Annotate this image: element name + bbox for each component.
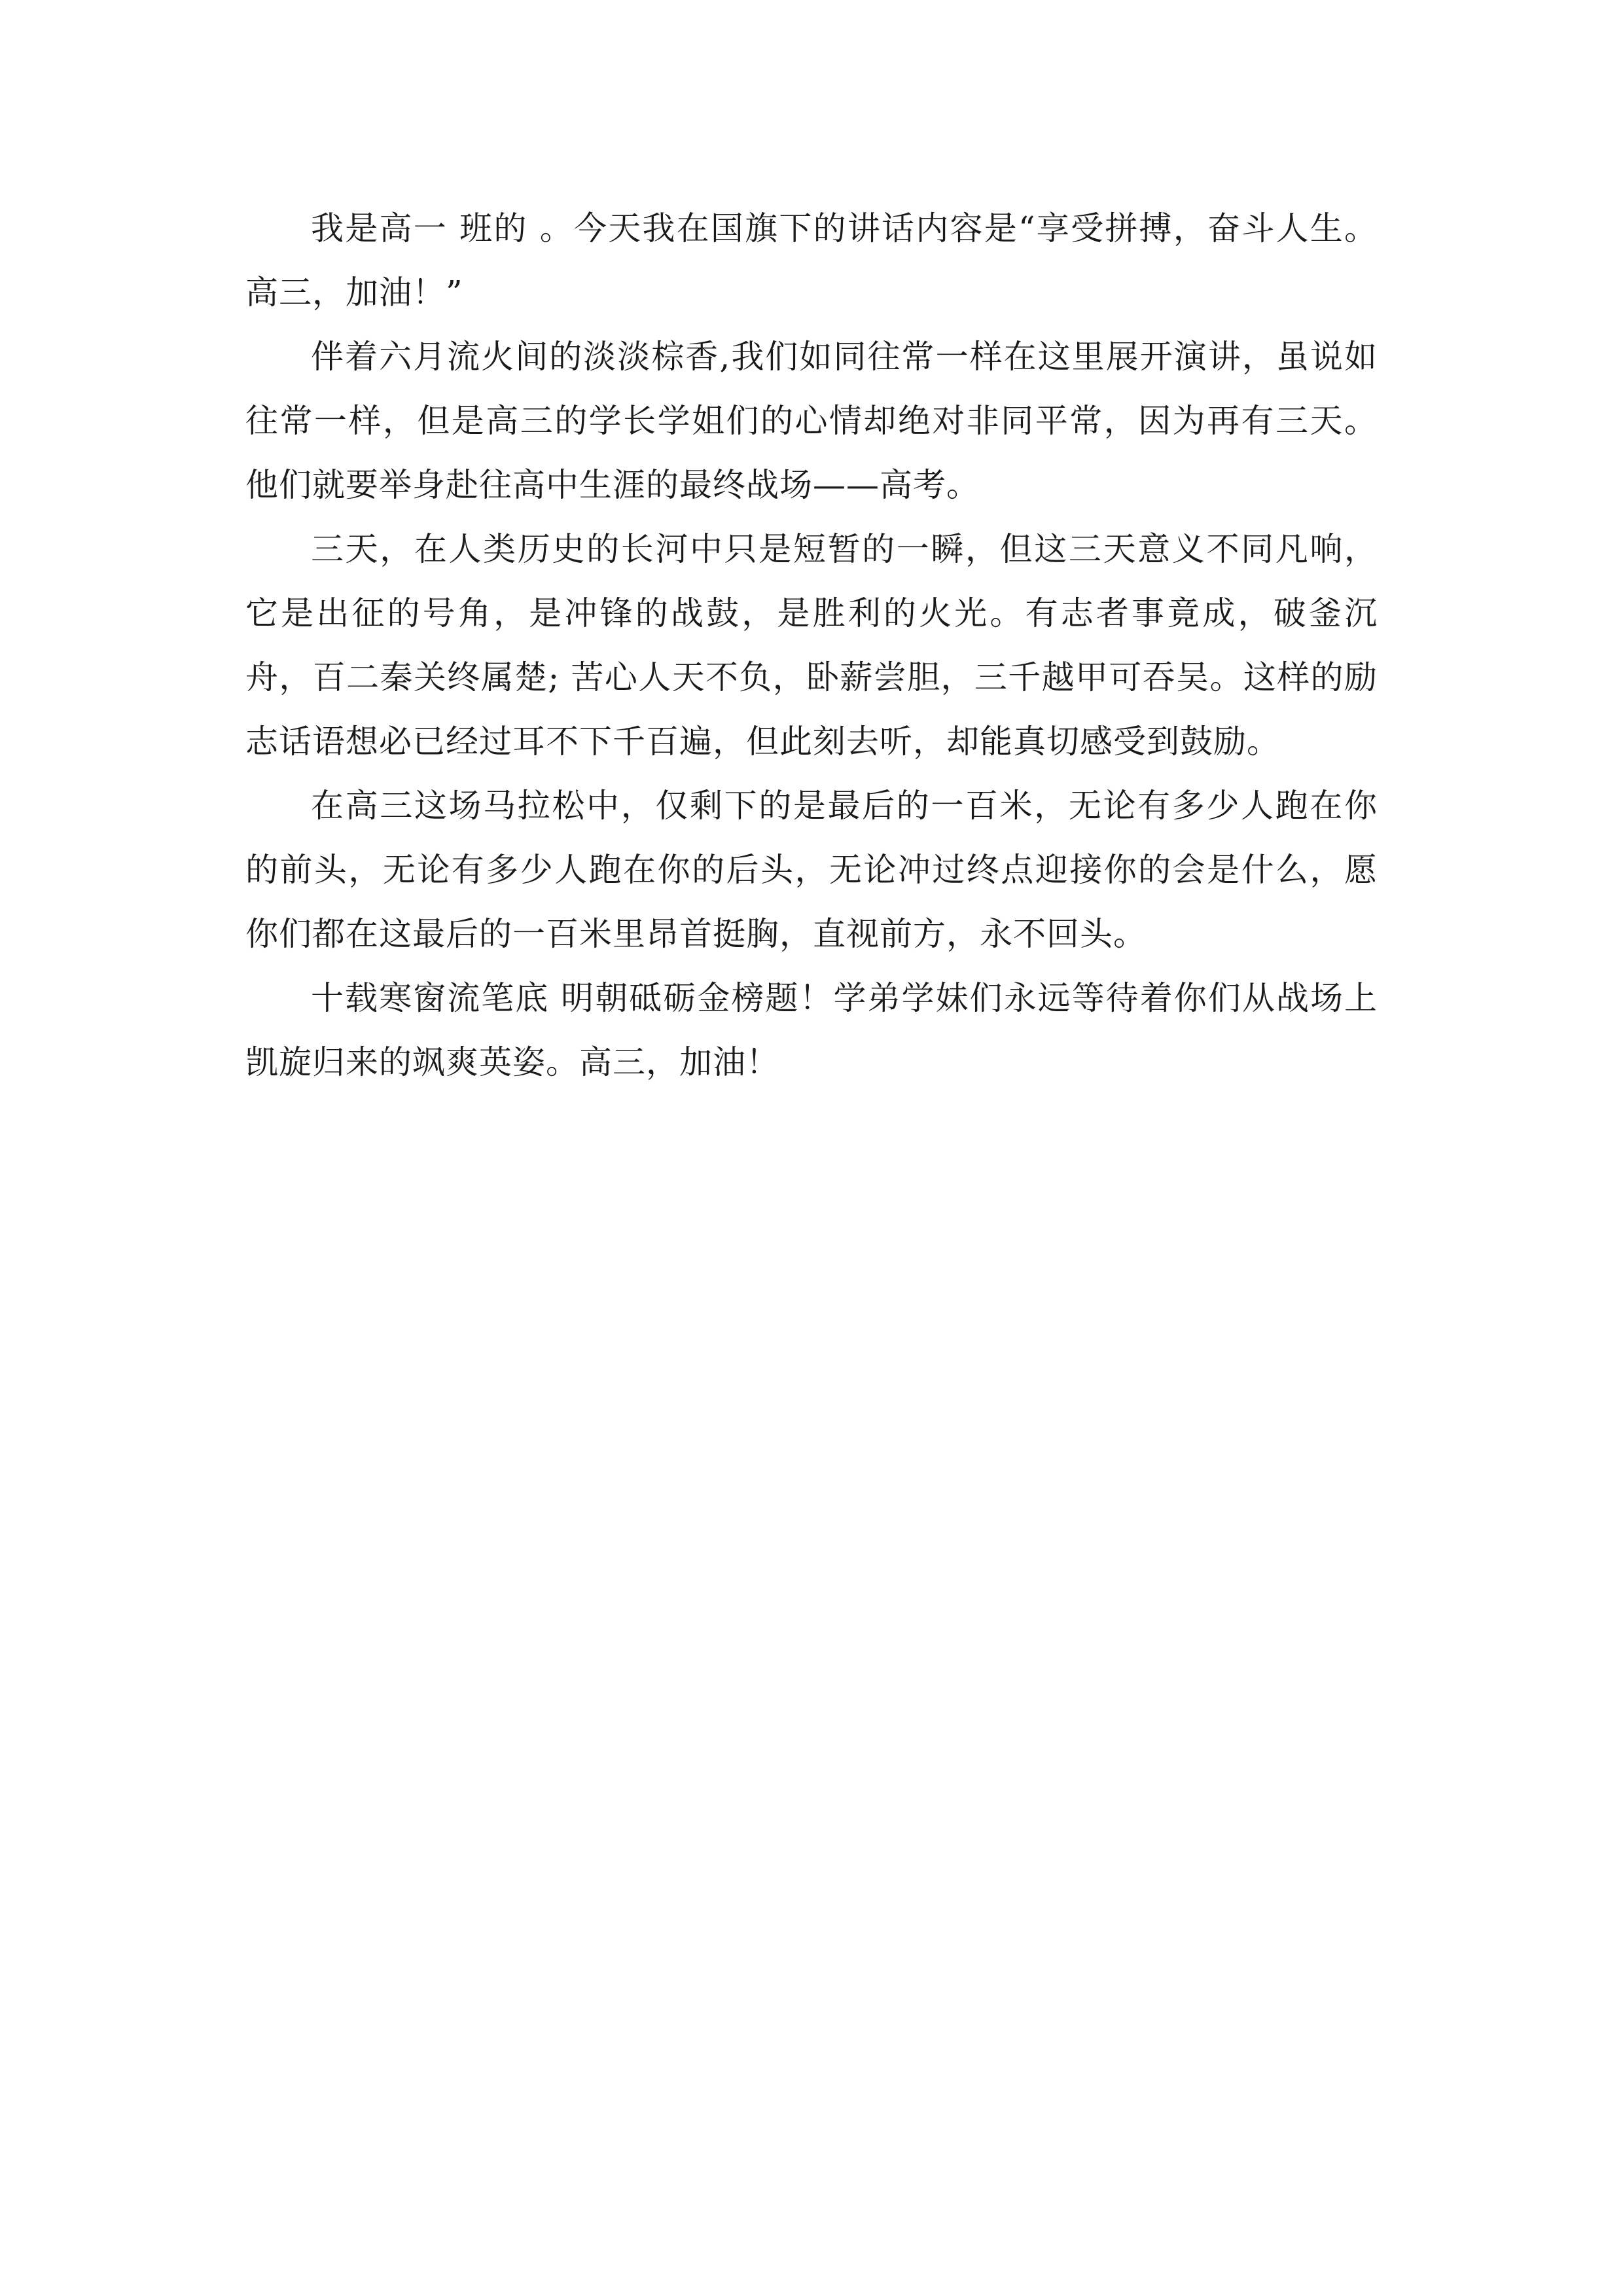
paragraph-closing: 十载寒窗流笔底 明朝砥砺金榜题！学弟学妹们永远等待着你们从战场上凯旋归来的飒爽英姿。高三，加油！ — [245, 979, 1378, 1081]
paragraph-marathon: 在高三这场马拉松中，仅剩下的是最后的一百米，无论有多少人跑在你的前头，无论有多少人跑在你的后头，无论冲过终点迎接你的会是什么，愿你们都在这最后的一百米里昂首挺胸，直视前方，永不回头。 — [245, 787, 1378, 953]
paragraph-june: 伴着六月流火间的淡淡棕香,我们如同往常一样在这里展开演讲，虽说如往常一样，但是高三的学长学姐们的心情却绝对非同平常，因为再有三天。他们就要举身赴往高中生涯的最终战场——高考。 — [245, 338, 1378, 504]
paragraph-three-days: 三天，在人类历史的长河中只是短暂的一瞬，但这三天意义不同凡响，它是出征的号角，是冲锋的战鼓，是胜利的火光。有志者事竟成，破釜沉舟，百二秦关终属楚; 苦心人天不负，卧薪尝胆，三千越甲可吞吴。这样的励志话语想必已经过耳不下千百遍，但此刻去听，却能真切感受到鼓励。 — [245, 530, 1378, 761]
paragraph-intro: 我是高一 班的 。今天我在国旗下的讲话内容是“享受拼搏，奋斗人生。高三，加油！” — [245, 209, 1378, 312]
speech-body — [245, 196, 1378, 1094]
